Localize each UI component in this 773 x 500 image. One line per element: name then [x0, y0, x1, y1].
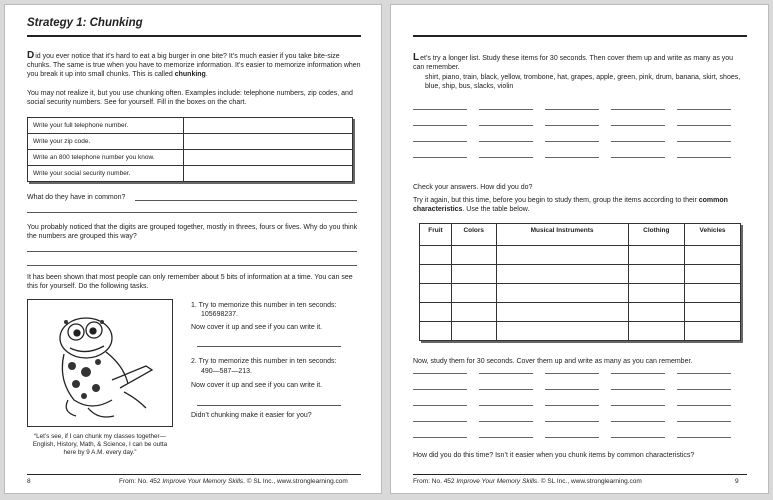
chart-row-label: Write an 800 telephone number you know.: [28, 150, 184, 166]
task-2-instruction: Now cover it up and see if you can write it.: [191, 382, 323, 389]
answer-blank[interactable]: [479, 421, 533, 422]
answer-blank[interactable]: [413, 437, 467, 438]
answer-blank[interactable]: [611, 373, 665, 374]
table-cell[interactable]: [420, 303, 452, 322]
task-1-instruction: Now cover it up and see if you can write it.: [191, 324, 323, 331]
task-1-label: 1. Try to memorize this number in ten seconds:: [191, 302, 337, 309]
column-header: Vehicles: [685, 224, 741, 246]
chunking-table: [27, 117, 353, 182]
chart-row: [28, 118, 353, 134]
heading-rule: [27, 35, 361, 37]
table-cell[interactable]: [628, 246, 685, 265]
answer-line[interactable]: [27, 265, 357, 266]
chart-row: [28, 166, 353, 182]
intro-paragraph: Let’s try a longer list. Study these items for 30 seconds. Then cover them up and write as many as you can remember.: [413, 52, 734, 71]
chart-answer-cell[interactable]: [184, 134, 353, 150]
drop-cap: D: [27, 50, 35, 61]
answer-blanks-2: [413, 373, 747, 443]
answer-blank[interactable]: [479, 389, 533, 390]
table-cell[interactable]: [451, 246, 496, 265]
answer-blank[interactable]: [611, 157, 665, 158]
table-cell[interactable]: [420, 322, 452, 341]
answer-blank[interactable]: [413, 125, 467, 126]
table-row: [420, 284, 741, 303]
table-cell[interactable]: [685, 284, 741, 303]
answer-blank[interactable]: [545, 125, 599, 126]
answer-blank[interactable]: [545, 157, 599, 158]
answer-blank[interactable]: [413, 141, 467, 142]
answer-blank[interactable]: [545, 405, 599, 406]
table-cell[interactable]: [496, 303, 628, 322]
answer-blank[interactable]: [677, 109, 731, 110]
drop-cap: L: [413, 52, 420, 63]
table-cell[interactable]: [496, 284, 628, 303]
table-cell[interactable]: [628, 284, 685, 303]
answer-line[interactable]: [135, 200, 357, 201]
study-text: Now, study them for 30 seconds. Cover them up and write as many as you can remember.: [413, 358, 693, 365]
table-cell[interactable]: [451, 265, 496, 284]
footer-rule: [27, 474, 361, 475]
table-cell[interactable]: [685, 322, 741, 341]
answer-blank[interactable]: [611, 141, 665, 142]
intro-paragraph: Did you ever notice that it’s hard to eat a big burger in one bite? It’s much easier if you take bite-size chunks. The same is true when you have to memorize information. It’s easier to memorize information when you break it up into small chunks. This is called chunking.: [27, 50, 361, 78]
chart-row: [28, 150, 353, 166]
noticed-paragraph: You probably noticed that the digits are grouped together, mostly in threes, fours or fives. Why do you think the numbers are grouped this way?: [27, 224, 358, 240]
answer-blank[interactable]: [413, 421, 467, 422]
table-cell[interactable]: [496, 246, 628, 265]
answer-blank[interactable]: [611, 125, 665, 126]
table-cell[interactable]: [628, 265, 685, 284]
answer-blank[interactable]: [413, 157, 467, 158]
task-2-number: 490—587—213.: [201, 368, 252, 375]
left-page: [4, 4, 382, 494]
answer-blank[interactable]: [479, 373, 533, 374]
answer-blank[interactable]: [677, 141, 731, 142]
table-cell[interactable]: [685, 265, 741, 284]
chunking-chart: [27, 117, 353, 182]
table-cell[interactable]: [628, 322, 685, 341]
easier-question: Didn’t chunking make it easier for you?: [191, 412, 312, 419]
task-2-label: 2. Try to memorize this number in ten seconds:: [191, 358, 337, 365]
table-row: [420, 303, 741, 322]
footer-citation: From: No. 452 Improve Your Memory Skills. © SL Inc., www.stronglearning.com: [413, 478, 642, 485]
answer-blank[interactable]: [479, 437, 533, 438]
answer-blank[interactable]: [479, 405, 533, 406]
table-cell[interactable]: [685, 246, 741, 265]
answer-blank[interactable]: [611, 389, 665, 390]
heading-rule: [413, 35, 747, 37]
column-header: Clothing: [628, 224, 685, 246]
table-cell[interactable]: [420, 284, 452, 303]
chart-row: [28, 134, 353, 150]
answer-blank[interactable]: [413, 389, 467, 390]
table-cell[interactable]: [451, 322, 496, 341]
chart-answer-cell[interactable]: [184, 150, 353, 166]
answer-blank[interactable]: [677, 125, 731, 126]
illustration-caption: “Let’s see, if I can chunk my classes together—English, History, Math, & Science, I can be outta here by 9 A.M. every day.”: [32, 433, 168, 456]
answer-line[interactable]: [27, 251, 357, 252]
frog-icon: [28, 300, 172, 426]
answer-blanks-1: [413, 109, 747, 169]
category-table-wrap: [419, 223, 741, 341]
table-cell[interactable]: [451, 303, 496, 322]
table-cell[interactable]: [451, 284, 496, 303]
table-row: [420, 246, 741, 265]
column-header: Colors: [451, 224, 496, 246]
table-cell[interactable]: [685, 303, 741, 322]
answer-blank[interactable]: [413, 405, 467, 406]
category-table: [419, 223, 741, 341]
page-heading: Strategy 1: Chunking: [27, 17, 143, 29]
answer-blank[interactable]: [677, 405, 731, 406]
table-cell[interactable]: [420, 246, 452, 265]
answer-blank[interactable]: [611, 405, 665, 406]
common-question: What do they have in common?: [27, 194, 126, 201]
table-cell[interactable]: [496, 265, 628, 284]
answer-blank[interactable]: [677, 157, 731, 158]
answer-line[interactable]: [27, 212, 357, 213]
column-header: Musical Instruments: [496, 224, 628, 246]
chart-answer-cell[interactable]: [184, 166, 353, 182]
answer-blank[interactable]: [479, 125, 533, 126]
right-page: [390, 4, 769, 494]
answer-blank[interactable]: [545, 389, 599, 390]
footer-citation: From: No. 452 Improve Your Memory Skills. © SL Inc., www.stronglearning.com: [119, 478, 348, 485]
chart-row-label: Write your social security number.: [28, 166, 184, 182]
answer-blank[interactable]: [677, 373, 731, 374]
task-1-number: 105698237.: [201, 311, 238, 318]
answer-line[interactable]: [197, 405, 341, 406]
page-number: 8: [27, 478, 31, 485]
table-cell[interactable]: [496, 322, 628, 341]
table-header-row: [420, 224, 741, 246]
table-row: [420, 322, 741, 341]
answer-blank[interactable]: [545, 141, 599, 142]
answer-blank[interactable]: [611, 437, 665, 438]
chart-row-label: Write your zip code.: [28, 134, 184, 150]
answer-blank[interactable]: [545, 373, 599, 374]
check-text: Check your answers. How did you do?: [413, 184, 533, 191]
item-list: shirt, piano, train, black, yellow, trombone, hat, grapes, apple, green, pink, drum, banana, skirt, shoes, blue, ship, bus, slacks, violin: [425, 74, 741, 90]
final-question: How did you do this time? Isn’t it easier when you chunk items by common characteristics?: [413, 452, 695, 459]
chart-row-label: Write your full telephone number.: [28, 118, 184, 134]
table-row: [420, 265, 741, 284]
answer-blank[interactable]: [611, 109, 665, 110]
chart-answer-cell[interactable]: [184, 118, 353, 134]
page-number: 9: [735, 478, 739, 485]
answer-blank[interactable]: [413, 373, 467, 374]
answer-blank[interactable]: [545, 421, 599, 422]
try-again-paragraph: Try it again, but this time, before you begin to study them, group the items according to their common characteristics. Use the table below.: [413, 197, 728, 213]
table-cell[interactable]: [628, 303, 685, 322]
footer-rule: [413, 474, 747, 475]
answer-blank[interactable]: [479, 141, 533, 142]
answer-blank[interactable]: [479, 109, 533, 110]
table-cell[interactable]: [420, 265, 452, 284]
bits-paragraph: It has been shown that most people can only remember about 5 bits of information at a time. You can see this for yourself. Do the following tasks.: [27, 274, 353, 290]
frog-illustration: [27, 299, 173, 427]
answer-blank[interactable]: [677, 437, 731, 438]
answer-blank[interactable]: [545, 437, 599, 438]
paragraph-examples: You may not realize it, but you use chunking often. Examples include: telephone numbers, zip codes, and social security numbers. See for yourself. Fill in the boxes on the chart.: [27, 90, 353, 106]
column-header: Fruit: [420, 224, 452, 246]
answer-blank[interactable]: [479, 157, 533, 158]
answer-blank[interactable]: [611, 421, 665, 422]
answer-line[interactable]: [197, 346, 341, 347]
answer-blank[interactable]: [413, 109, 467, 110]
answer-blank[interactable]: [677, 389, 731, 390]
answer-blank[interactable]: [545, 109, 599, 110]
answer-blank[interactable]: [677, 421, 731, 422]
